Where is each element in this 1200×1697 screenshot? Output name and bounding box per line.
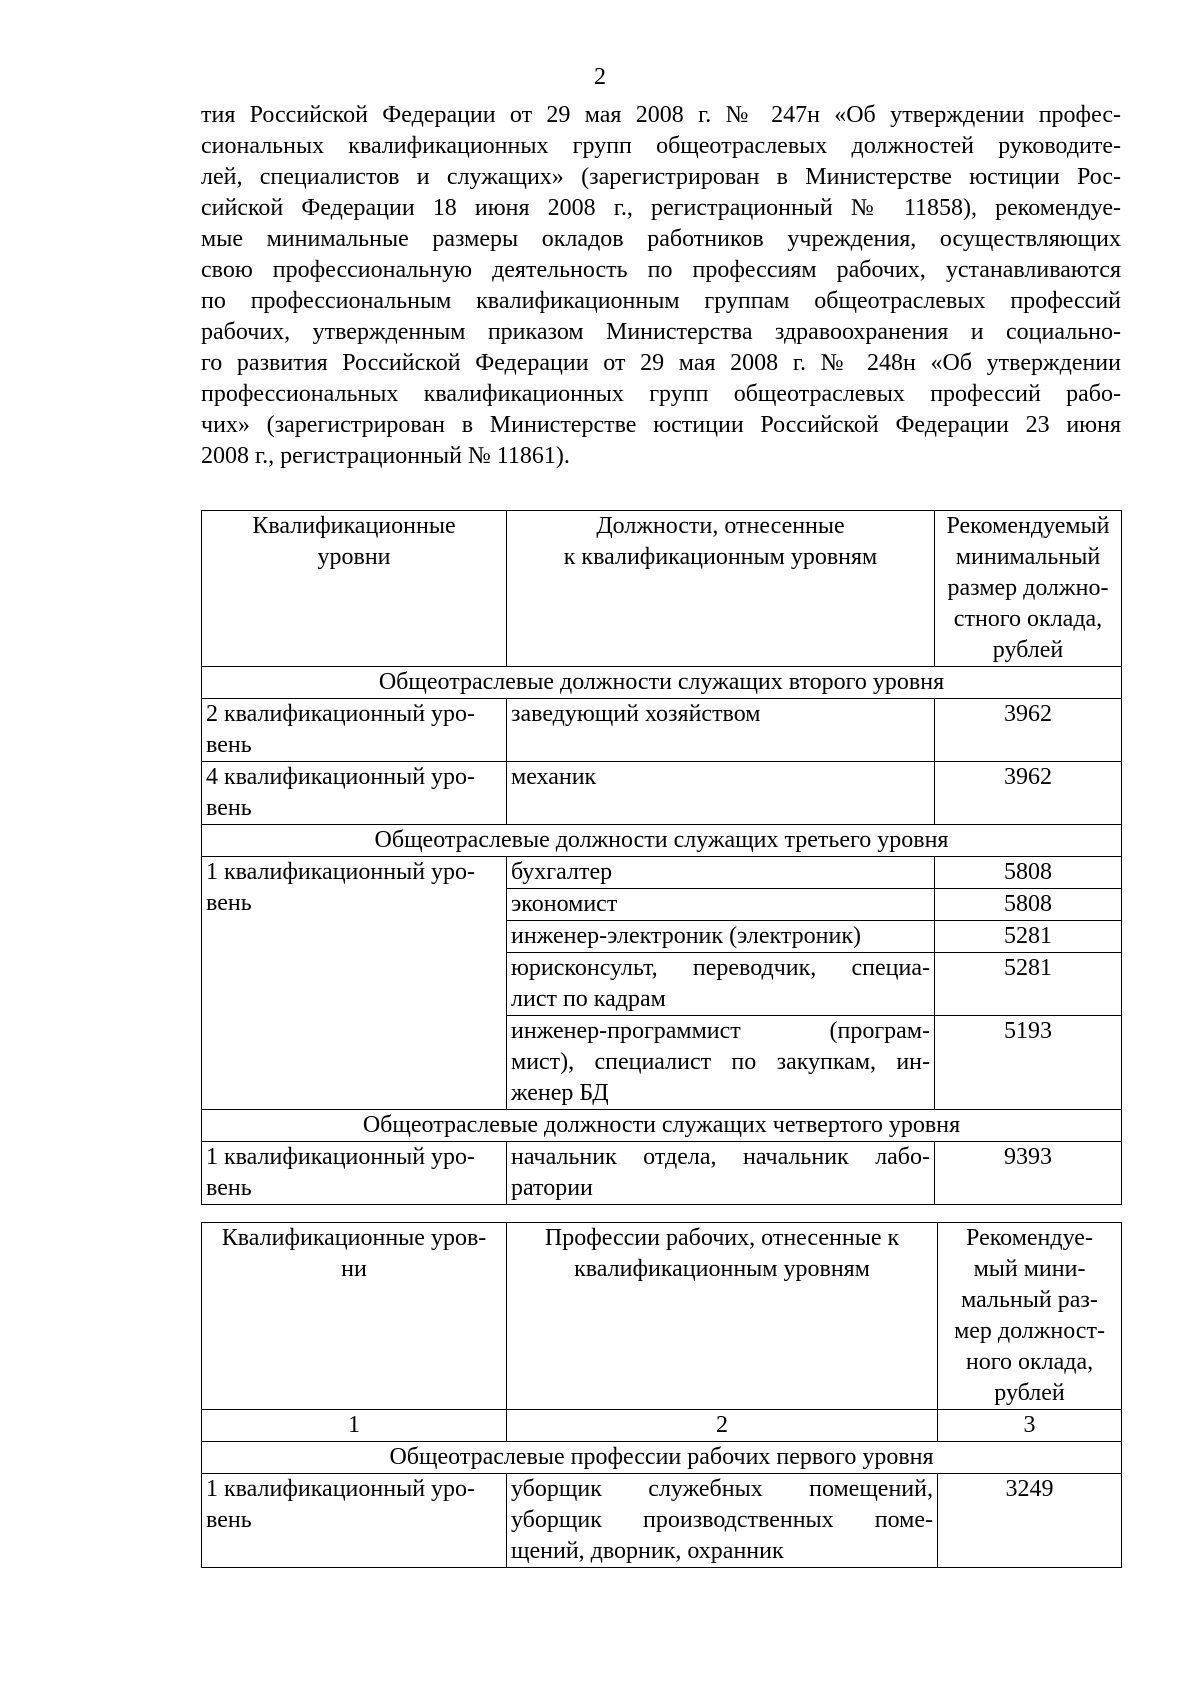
- header-salary: [938, 1223, 1122, 1410]
- position-text: инженер-программист (програм-: [511, 1018, 930, 1044]
- salary-cell: 3249: [938, 1474, 1122, 1568]
- header-text: мер должност-: [954, 1318, 1105, 1344]
- level-cell: [202, 699, 507, 762]
- section-row: [202, 1442, 1122, 1474]
- position-cell: [507, 857, 935, 889]
- level-text: 4 квалификационный уро-: [206, 764, 476, 790]
- header-positions: [507, 511, 935, 667]
- position-text: мист), специалист по закупкам, ин-: [511, 1049, 930, 1075]
- position-text: бухгалтер: [511, 859, 613, 885]
- table-row: [202, 1474, 1122, 1568]
- header-text: мальный раз-: [961, 1287, 1098, 1313]
- header-levels: [202, 511, 507, 667]
- level-text: вень: [206, 1507, 252, 1533]
- salary-cell: 9393: [935, 1142, 1122, 1205]
- header-text: минимальный: [955, 544, 1101, 570]
- section-row: [202, 667, 1122, 699]
- positions-table: [201, 510, 1122, 1205]
- header-salary: [935, 511, 1122, 667]
- salary-cell: 3962: [935, 762, 1122, 825]
- salary-cell: 5281: [935, 953, 1122, 1016]
- numbering-row: [202, 1410, 1122, 1442]
- header-text: квалификационным уровням: [574, 1256, 870, 1282]
- level-text: вень: [206, 732, 252, 758]
- level-text: 1 квалификационный уро-: [206, 1144, 476, 1170]
- section-row: [202, 1110, 1122, 1142]
- header-text: мый мини-: [973, 1256, 1086, 1282]
- table-row: [202, 857, 1122, 889]
- header-text: стного оклада,: [953, 606, 1103, 632]
- salary-cell: 5808: [935, 857, 1122, 889]
- position-text: экономист: [511, 891, 618, 917]
- level-text: 2 квалификационный уро-: [206, 701, 476, 727]
- position-text: лист по кадрам: [511, 986, 666, 1012]
- level-cell: [202, 762, 507, 825]
- header-text: Должности, отнесенные: [596, 513, 845, 539]
- position-text: механик: [511, 764, 597, 790]
- header-text: Профессии рабочих, отнесенные к: [544, 1225, 900, 1251]
- paragraph-line: по профессиональным квалификационным группам общеотраслевых профессий: [201, 288, 1121, 314]
- header-professions: [507, 1223, 938, 1410]
- salary-cell: 5281: [935, 921, 1122, 953]
- position-cell: [507, 953, 935, 1016]
- section-row: [202, 825, 1122, 857]
- level-cell: [202, 857, 507, 1110]
- paragraph-line: лей, специалистов и служащих» (зарегистрирован в Министерстве юстиции Рос-: [201, 164, 1121, 190]
- header-text: рублей: [992, 637, 1064, 663]
- paragraph-line: 2008 г., регистрационный № 11861).: [201, 443, 570, 469]
- table-row: [202, 762, 1122, 825]
- profession-text: уборщик служебных помещений,: [511, 1476, 933, 1502]
- position-cell: [507, 762, 935, 825]
- header-text: рублей: [994, 1380, 1065, 1406]
- paragraph-line: тия Российской Федерации от 29 мая 2008 г. № 247н «Об утверждении профес-: [201, 102, 1121, 128]
- level-text: вень: [206, 795, 252, 821]
- section-title: Общеотраслевые должности служащих третьего уровня: [202, 825, 1122, 857]
- page-number: 2: [594, 64, 606, 90]
- header-text: Рекомендуе-: [966, 1225, 1093, 1251]
- position-cell: [507, 1142, 935, 1205]
- section-title: Общеотраслевые должности служащих второго уровня: [202, 667, 1122, 699]
- header-text: Рекомендуемый: [946, 513, 1110, 539]
- column-number: 3: [938, 1410, 1122, 1442]
- level-text: вень: [206, 1175, 252, 1201]
- paragraph-line: профессиональных квалификационных групп общеотраслевых профессий рабо-: [201, 381, 1121, 407]
- level-text: вень: [206, 890, 252, 916]
- position-text: начальник отдела, начальник лабо-: [511, 1144, 930, 1170]
- level-cell: [202, 1142, 507, 1205]
- level-text: 1 квалификационный уро-: [206, 859, 476, 885]
- paragraph-line: го развития Российской Федерации от 29 мая 2008 г. № 248н «Об утверждении: [201, 350, 1121, 376]
- paragraph-line: сиональных квалификационных групп общеотраслевых должностей руководите-: [201, 133, 1121, 159]
- profession-cell: [507, 1474, 938, 1568]
- header-text: к квалификационным уровням: [563, 544, 878, 570]
- professions-table: [201, 1222, 1122, 1568]
- table-row: [202, 699, 1122, 762]
- salary-cell: 3962: [935, 699, 1122, 762]
- table-header-row: [202, 511, 1122, 667]
- header-text: ни: [341, 1256, 367, 1282]
- intro-paragraph: [201, 100, 1121, 472]
- header-text: уровни: [317, 544, 391, 570]
- profession-text: уборщик производственных поме-: [511, 1507, 933, 1533]
- position-cell: [507, 1016, 935, 1110]
- level-text: 1 квалификационный уро-: [206, 1476, 476, 1502]
- header-levels: [202, 1223, 507, 1410]
- position-cell: [507, 921, 935, 953]
- profession-text: щений, дворник, охранник: [511, 1538, 784, 1564]
- table-header-row: [202, 1223, 1122, 1410]
- position-text: женер БД: [511, 1080, 609, 1106]
- salary-cell: 5808: [935, 889, 1122, 921]
- position-cell: [507, 889, 935, 921]
- position-text: ратории: [511, 1175, 593, 1201]
- header-text: размер должно-: [947, 575, 1109, 601]
- table-row: [202, 1142, 1122, 1205]
- header-text: Квалификационные уров-: [221, 1225, 487, 1251]
- header-text: Квалификационные: [252, 513, 456, 539]
- position-text: инженер-электроник (электроник): [511, 923, 862, 949]
- paragraph-line: сийской Федерации 18 июня 2008 г., регистрационный № 11858), рекомендуе-: [201, 195, 1121, 221]
- paragraph-line: рабочих, утвержденным приказом Министерства здравоохранения и социально-: [201, 319, 1121, 345]
- position-text: заведующий хозяйством: [511, 701, 761, 727]
- header-text: ного оклада,: [965, 1349, 1094, 1375]
- paragraph-line: свою профессиональную деятельность по профессиям рабочих, устанавливаются: [201, 257, 1121, 283]
- paragraph-line: мые минимальные размеры окладов работников учреждения, осуществляющих: [201, 226, 1121, 252]
- section-title: Общеотраслевые должности служащих четвертого уровня: [202, 1110, 1122, 1142]
- position-cell: [507, 699, 935, 762]
- paragraph-line: чих» (зарегистрирован в Министерстве юстиции Российской Федерации 23 июня: [201, 412, 1121, 438]
- salary-cell: 5193: [935, 1016, 1122, 1110]
- column-number: 2: [507, 1410, 938, 1442]
- level-cell: [202, 1474, 507, 1568]
- section-title: Общеотраслевые профессии рабочих первого уровня: [202, 1442, 1122, 1474]
- position-text: юрисконсульт, переводчик, специа-: [511, 955, 930, 981]
- column-number: 1: [202, 1410, 507, 1442]
